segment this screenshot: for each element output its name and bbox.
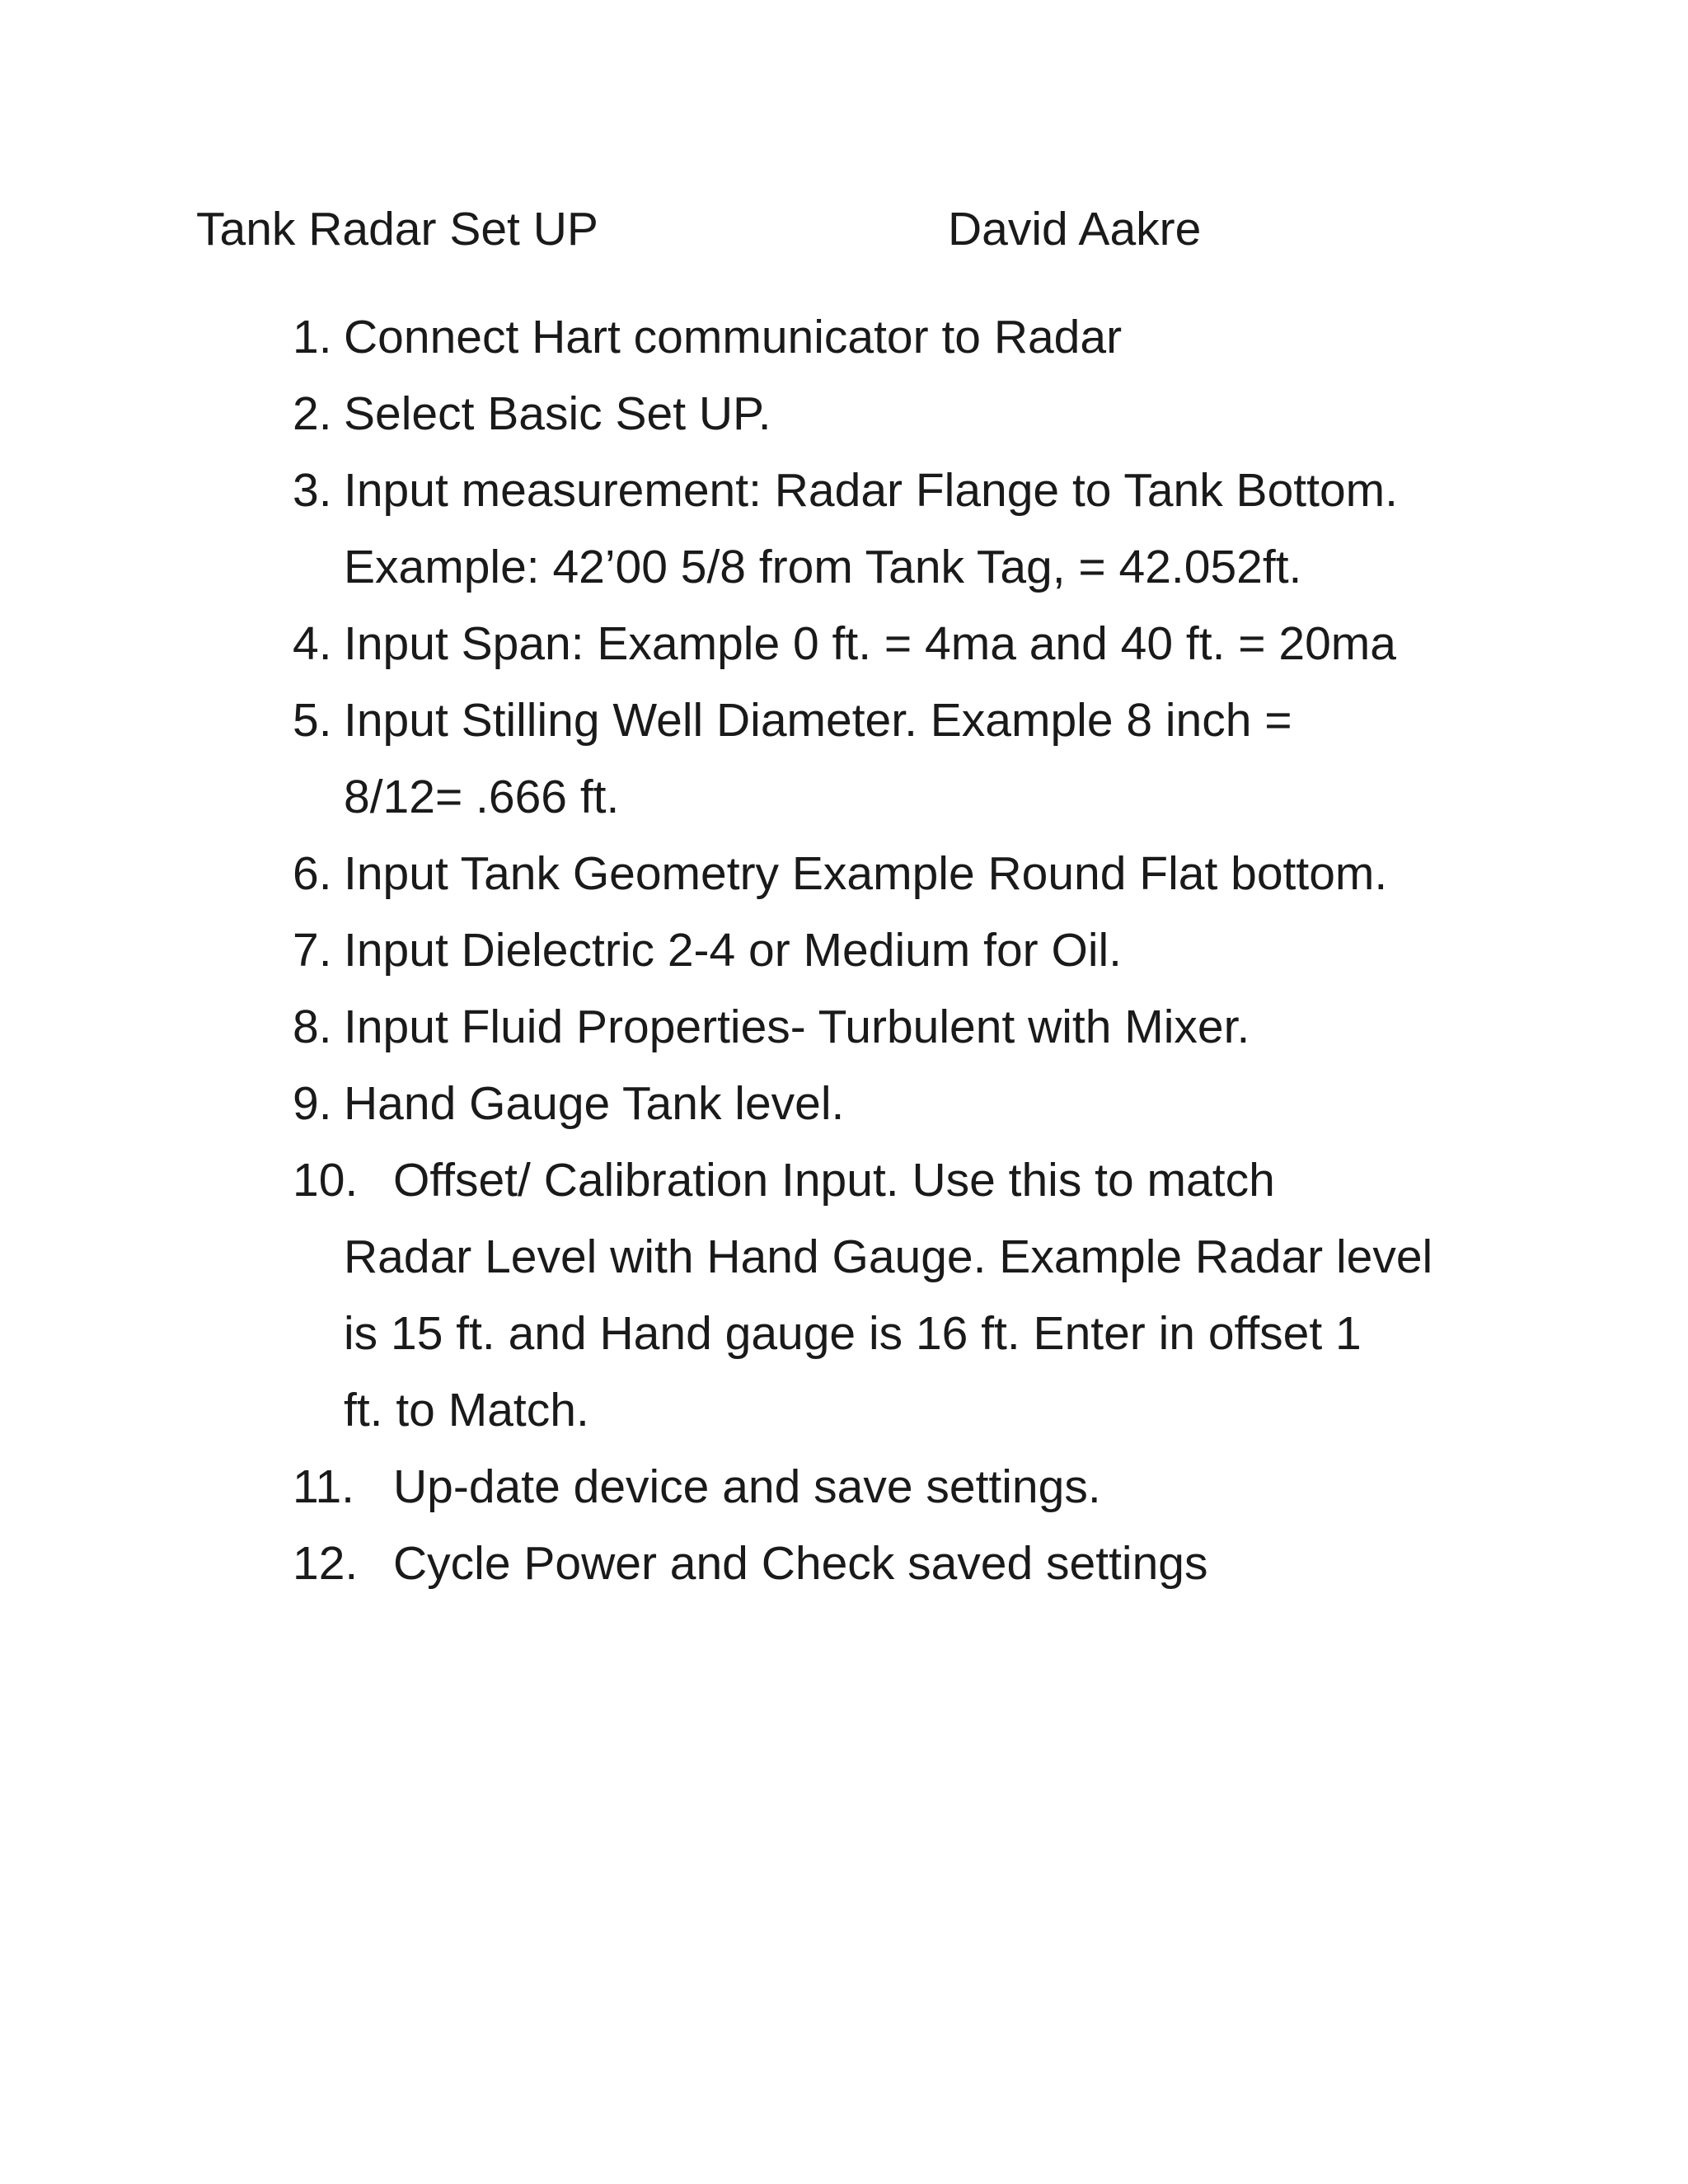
step-text-line: Input Stilling Well Diameter. Example 8 inch = bbox=[344, 694, 1292, 747]
step-text-line: ft. to Match. bbox=[344, 1384, 589, 1436]
step-number: 8. bbox=[293, 1001, 332, 1053]
step-text-line: Input Dielectric 2-4 or Medium for Oil. bbox=[344, 924, 1122, 977]
step-number: 4. bbox=[293, 617, 332, 670]
step-number: 1. bbox=[293, 311, 332, 363]
step-item bbox=[293, 606, 1512, 682]
step-number: 5. bbox=[293, 694, 332, 747]
step-number: 3. bbox=[293, 464, 332, 517]
step-text-line: Offset/ Calibration Input. Use this to match bbox=[393, 1154, 1275, 1207]
document-header bbox=[196, 196, 1515, 262]
steps-list bbox=[293, 299, 1512, 1602]
step-item bbox=[293, 452, 1512, 606]
step-text-line: Connect Hart communicator to Radar bbox=[344, 311, 1123, 363]
step-text-line: is 15 ft. and Hand gauge is 16 ft. Enter in offset 1 bbox=[344, 1307, 1362, 1360]
step-number: 10. bbox=[293, 1154, 359, 1207]
step-text-line: Input Tank Geometry Example Round Flat bottom. bbox=[344, 847, 1388, 900]
step-text-line: Radar Level with Hand Gauge. Example Radar level bbox=[344, 1230, 1433, 1283]
step-number: 11. bbox=[293, 1460, 355, 1513]
step-text-line: Up-date device and save settings. bbox=[393, 1460, 1101, 1513]
step-item bbox=[293, 299, 1512, 376]
document-title: Tank Radar Set UP bbox=[196, 203, 598, 255]
step-number: 9. bbox=[293, 1077, 332, 1130]
step-text-line: Input Fluid Properties- Turbulent with Mixer. bbox=[344, 1001, 1250, 1053]
step-text-line: Input measurement: Radar Flange to Tank Bottom. bbox=[344, 464, 1398, 517]
step-item bbox=[293, 912, 1512, 989]
step-number: 7. bbox=[293, 924, 332, 977]
step-number: 6. bbox=[293, 847, 332, 900]
step-text-line: Hand Gauge Tank level. bbox=[344, 1077, 845, 1130]
step-text-line: Example: 42’00 5/8 from Tank Tag, = 42.052ft. bbox=[344, 541, 1302, 593]
step-item bbox=[293, 1142, 1512, 1449]
step-text-line: Cycle Power and Check saved settings bbox=[393, 1537, 1208, 1590]
step-item bbox=[293, 1449, 1512, 1526]
step-item bbox=[293, 1066, 1512, 1142]
step-number: 2. bbox=[293, 387, 332, 440]
step-number: 12. bbox=[293, 1537, 359, 1590]
step-text-line: 8/12= .666 ft. bbox=[344, 771, 620, 823]
step-item bbox=[293, 376, 1512, 452]
step-text-line: Select Basic Set UP. bbox=[344, 387, 771, 440]
step-item bbox=[293, 989, 1512, 1066]
document-author: David Aakre bbox=[948, 203, 1202, 255]
step-item bbox=[293, 836, 1512, 912]
step-text-line: Input Span: Example 0 ft. = 4ma and 40 ft. = 20ma bbox=[344, 617, 1396, 670]
step-item bbox=[293, 1526, 1512, 1602]
step-item bbox=[293, 682, 1512, 836]
